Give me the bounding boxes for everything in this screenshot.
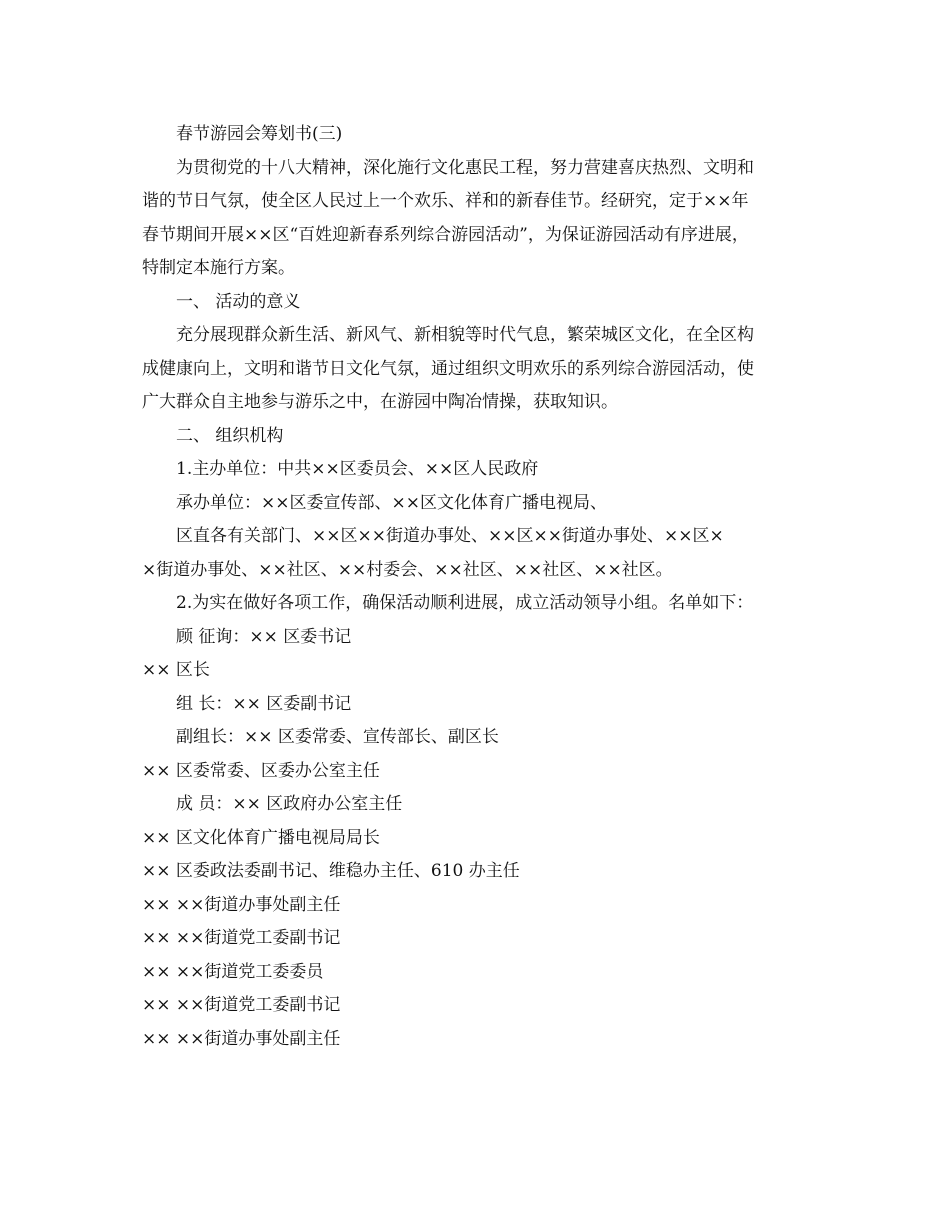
document-title: 春节游园会筹划书(三) [176,124,343,144]
co-organizer-paragraph [142,520,810,587]
roster-line: 顾 征询：×× 区委书记 [176,626,352,647]
section-heading-organization: 二、 组织机构 [176,425,284,446]
section-heading-significance: 一、 活动的意义 [176,291,301,312]
significance-line: 广大群众自主地参与游乐之中，在游园中陶冶情操，获取知识。 [142,392,618,412]
roster-line: ×× 区文化体育广播电视局局长 [142,827,380,848]
intro-line: 特制定本施行方案。 [142,258,295,278]
host-unit: 1.主办单位：中共××区委员会、××区人民政府 [176,459,539,479]
roster-line: ×× ××街道党工委副书记 [142,928,341,948]
roster-line: ×× 区委常委、区委办公室主任 [142,760,380,781]
co-organizer-line: ×街道办事处、××社区、××村委会、××社区、××社区、××社区。 [142,559,673,580]
intro-line: 春节期间开展××区“百姓迎新春系列综合游园活动”，为保证游园活动有序进展， [142,224,749,245]
significance-line: 成健康向上，文明和谐节日文化气氛，通过组织文明欢乐的系列综合游园活动，使 [142,358,754,379]
roster-line: ×× 区长 [142,660,210,680]
intro-line: 为贯彻党的十八大精神，深化施行文化惠民工程，努力营建喜庆热烈、文明和 [176,157,754,178]
roster-line: ×× ××街道党工委副书记 [142,995,341,1015]
significance-paragraph [142,319,810,420]
roster-line: ×× ××街道办事处副主任 [142,894,341,915]
organizer-unit: 承办单位：××区委宣传部、××区文化体育广播电视局、 [176,492,607,513]
intro-line: 谐的节日气氛，使全区人民过上一个欢乐、祥和的新春佳节。经研究，定于××年 [142,191,749,211]
roster-line: ×× 区委政法委副书记、维稳办主任、610 办主任 [142,861,520,881]
document-page [142,118,810,1056]
significance-line: 充分展现群众新生活、新风气、新相貌等时代气息，繁荣城区文化，在全区构 [176,325,754,345]
roster-line: 副组长：×× 区委常委、宣传部长、副区长 [176,727,499,747]
roster-line: 成 员：×× 区政府办公室主任 [176,794,403,814]
intro-paragraph [142,152,810,286]
leadership-roster [142,621,810,1057]
roster-line: ×× ××街道办事处副主任 [142,1028,341,1049]
roster-line: ×× ××街道党工委委员 [142,961,324,982]
leadership-group-intro: 2.为实在做好各项工作，确保活动顺利进展，成立活动领导小组。名单如下： [176,593,754,613]
roster-line: 组 长：×× 区委副书记 [176,693,352,714]
co-organizer-line: 区直各有关部门、××区××街道办事处、××区××街道办事处、××区× [176,526,724,546]
